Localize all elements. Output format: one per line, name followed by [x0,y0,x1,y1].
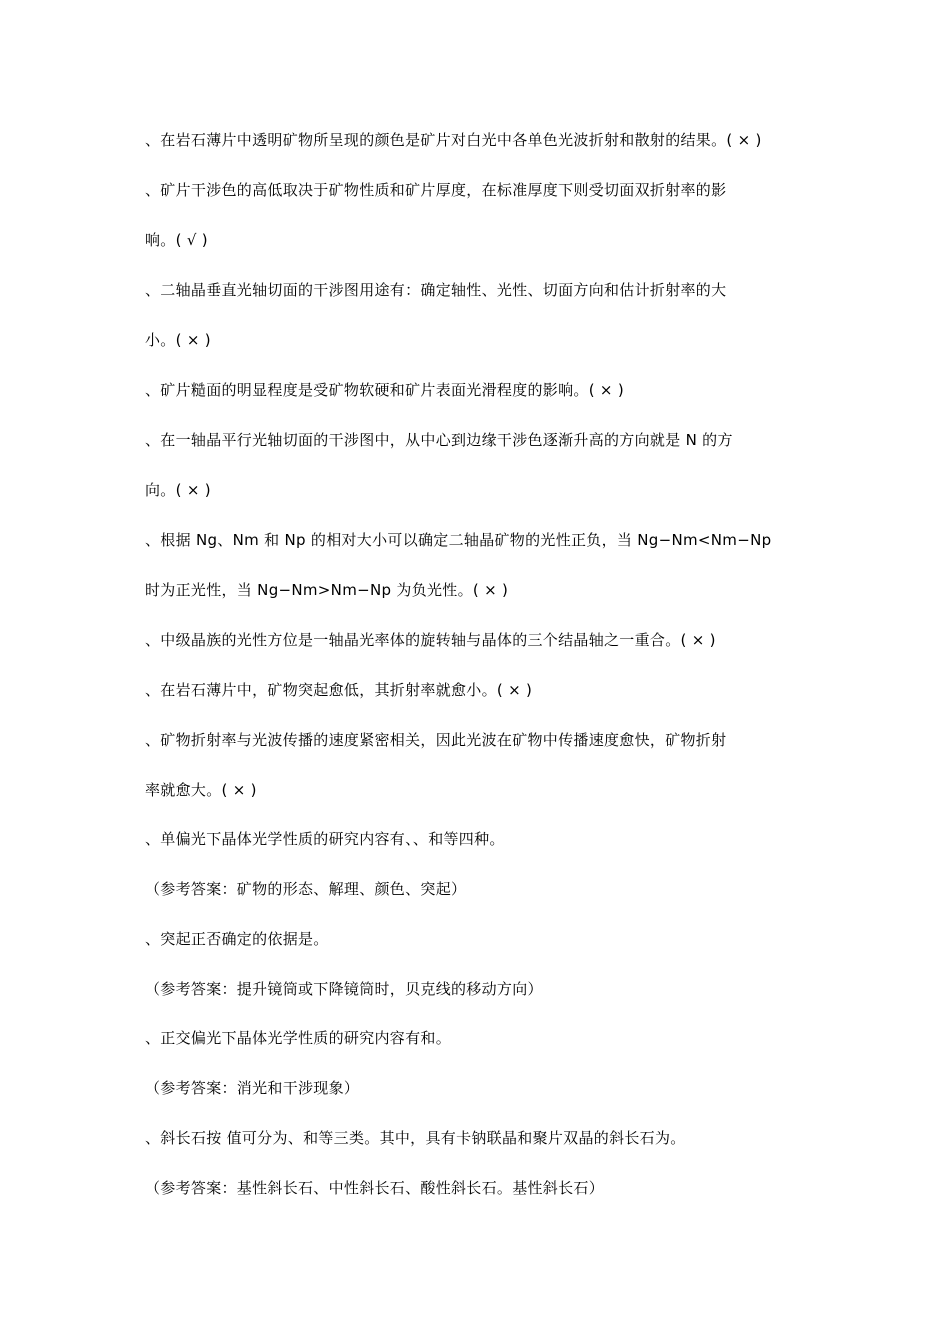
text-line: 、正交偏光下晶体光学性质的研究内容有和。 [145,1029,452,1047]
text-line: 向。( × ) [145,481,211,499]
answer-line: （参考答案：基性斜长石、中性斜长石、酸性斜长石。基性斜长石） [145,1179,605,1197]
text-line: 响。( √ ) [145,231,208,249]
text-line: 、突起正否确定的依据是。 [145,930,329,948]
text-line: 、在岩石薄片中，矿物突起愈低，其折射率就愈小。( × ) [145,681,533,699]
text-line: 时为正光性，当 Ng−Nm>Nm−Np 为负光性。( × ) [145,581,509,599]
text-line: 率就愈大。( × ) [145,781,257,799]
text-line: 、在一轴晶平行光轴切面的干涉图中，从中心到边缘干涉色逐渐升高的方向就是 N 的方 [145,431,733,449]
text-line: 、矿片干涉色的高低取决于矿物性质和矿片厚度，在标准厚度下则受切面双折射率的影 [145,181,727,199]
text-line: 、中级晶族的光性方位是一轴晶光率体的旋转轴与晶体的三个结晶轴之一重合。( × ) [145,631,716,649]
text-line: 、矿片糙面的明显程度是受矿物软硬和矿片表面光滑程度的影响。( × ) [145,381,625,399]
text-line: 、斜长石按 值可分为、和等三类。其中，具有卡钠联晶和聚片双晶的斜长石为。 [145,1129,686,1147]
text-line: 、单偏光下晶体光学性质的研究内容有、、和等四种。 [145,830,505,848]
text-line: 、矿物折射率与光波传播的速度紧密相关，因此光波在矿物中传播速度愈快，矿物折射 [145,731,727,749]
text-line: 、二轴晶垂直光轴切面的干涉图用途有：确定轴性、光性、切面方向和估计折射率的大 [145,281,727,299]
text-line: 、根据 Ng、Nm 和 Np 的相对大小可以确定二轴晶矿物的光性正负，当 Ng−Nm<Nm−Np [145,531,772,549]
answer-line: （参考答案：提升镜筒或下降镜筒时，贝克线的移动方向） [145,980,543,998]
text-line: 小。( × ) [145,331,211,349]
text-line: 、在岩石薄片中透明矿物所呈现的颜色是矿片对白光中各单色光波折射和散射的结果。( × ) [145,131,762,149]
answer-line: （参考答案：矿物的形态、解理、颜色、突起） [145,880,467,898]
answer-line: （参考答案：消光和干涉现象） [145,1079,360,1097]
